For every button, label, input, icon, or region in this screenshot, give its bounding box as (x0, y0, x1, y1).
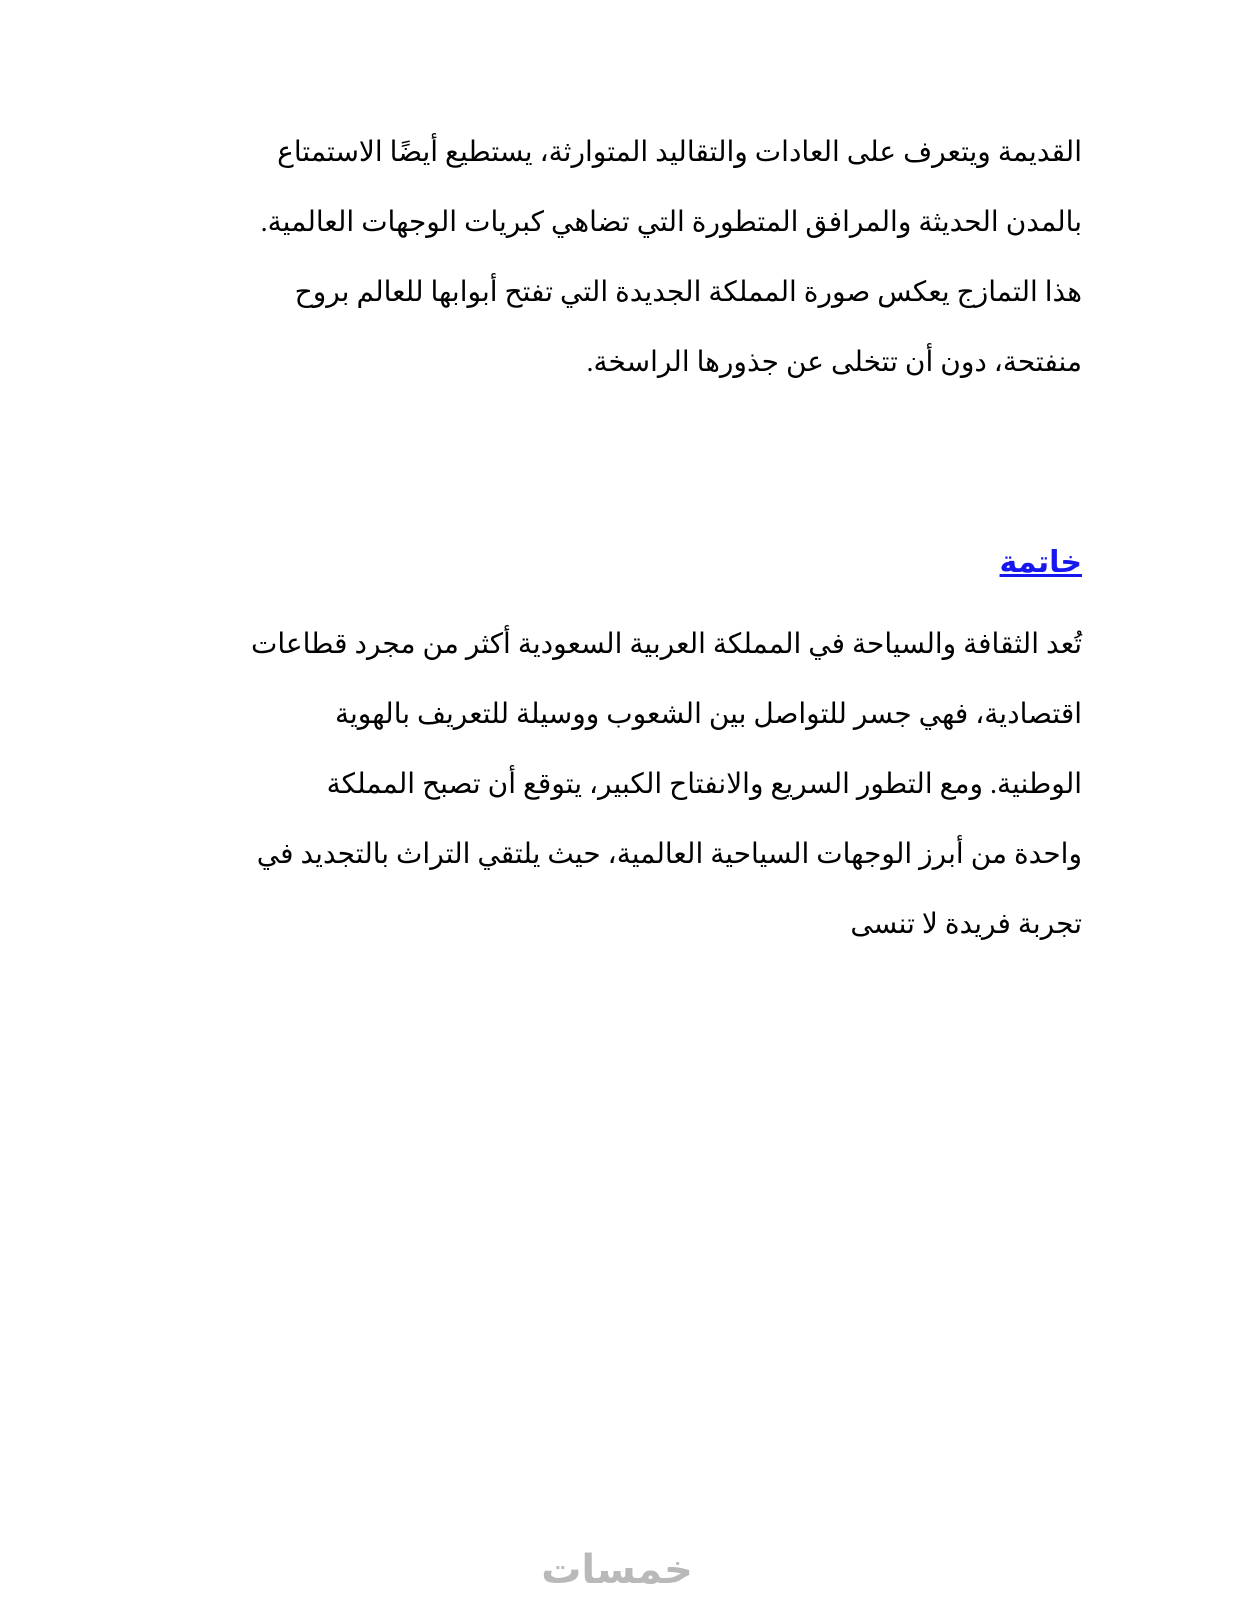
paragraph-conclusion (148, 610, 1082, 960)
document-content (148, 118, 1082, 960)
paragraph-line: اقتصادية، فهي جسر للتواصل بين الشعوب ووسيلة للتعريف بالهوية (334, 699, 1082, 730)
khamsat-watermark: خمسات (541, 1547, 693, 1593)
paragraph-line: بالمدن الحديثة والمرافق المتطورة التي تضاهي كبريات الوجهات العالمية. (260, 207, 1082, 238)
paragraph-line: القديمة ويتعرف على العادات والتقاليد المتوارثة، يستطيع أيضًا الاستمتاع (277, 137, 1082, 168)
paragraph-line: تُعد الثقافة والسياحة في المملكة العربية السعودية أكثر من مجرد قطاعات (251, 629, 1082, 660)
paragraph-continuation (148, 118, 1082, 398)
paragraph-line: منفتحة، دون أن تتخلى عن جذورها الراسخة. (586, 347, 1082, 378)
paragraph-line: تجربة فريدة لا تنسى (850, 909, 1082, 940)
paragraph-line: الوطنية. ومع التطور السريع والانفتاح الكبير، يتوقع أن تصبح المملكة (326, 769, 1082, 800)
paragraph-line: واحدة من أبرز الوجهات السياحية العالمية، حيث يلتقي التراث بالتجديد في (256, 839, 1082, 870)
section-heading-conclusion: خاتمة (999, 546, 1082, 579)
paragraph-line: هذا التمازج يعكس صورة المملكة الجديدة التي تفتح أبوابها للعالم بروح (294, 277, 1082, 308)
